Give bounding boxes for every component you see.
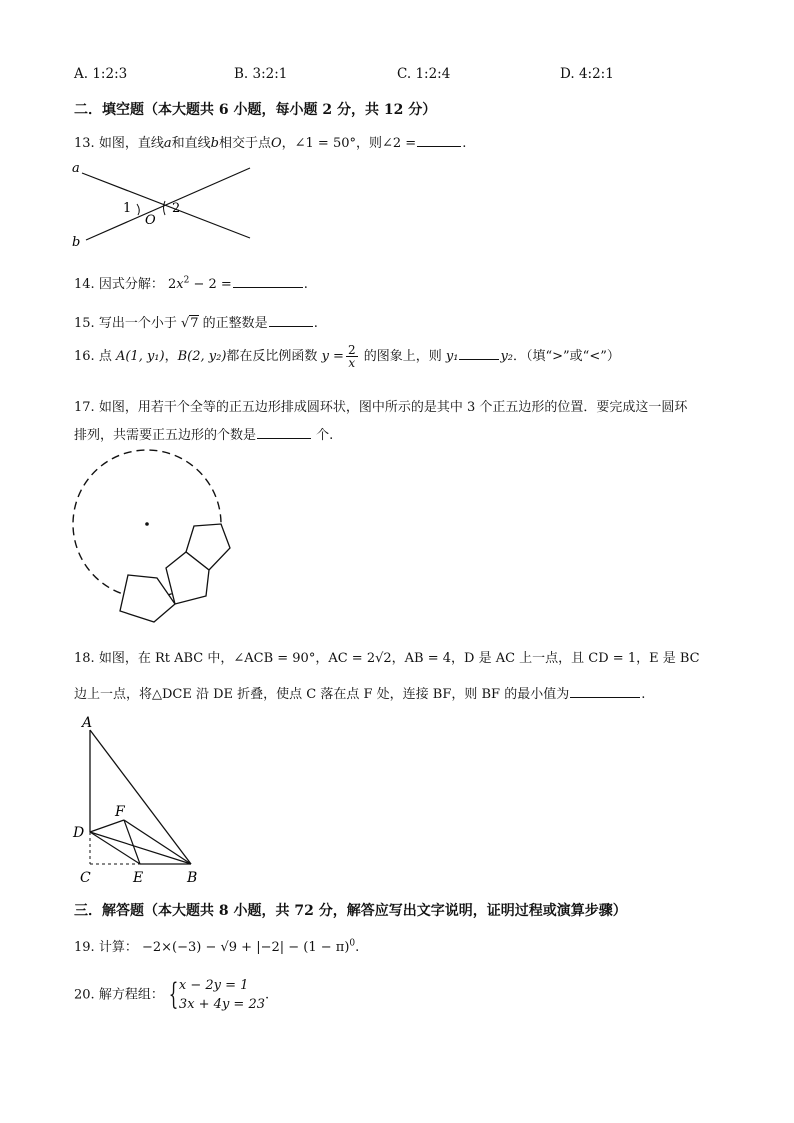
equation-1: x − 2y = 1: [178, 978, 249, 993]
answer-blank-16[interactable]: [459, 348, 499, 360]
figure-17-pentagon-ring: [66, 448, 266, 634]
option-c: C. 1:2:4: [397, 66, 451, 82]
answer-blank-13[interactable]: [417, 135, 461, 147]
answer-blank-14[interactable]: [233, 276, 303, 288]
answer-blank-18[interactable]: [570, 686, 640, 698]
segment-de: [90, 832, 140, 864]
angle-1-arc: [137, 204, 139, 215]
label-o: O: [145, 213, 156, 228]
segment-ab: [90, 730, 191, 864]
option-a: A. 1:2:3: [74, 66, 128, 82]
label-b: B: [187, 870, 198, 886]
section-2-title: 二．填空题（本大题共 6 小题，每小题 2 分，共 12 分）: [74, 102, 437, 118]
question-14: 14. 因式分解： $2x^2 - 2$ = .: [74, 275, 308, 292]
section-3-title: 三．解答题（本大题共 8 小题，共 72 分，解答应写出文字说明，证明过程或演算步骤）: [74, 903, 627, 919]
equation-2: 3x + 4y = 23: [178, 997, 265, 1012]
segment-db: [90, 832, 191, 864]
label-f: F: [115, 804, 125, 820]
segment-df: [90, 820, 124, 832]
label-e: E: [133, 870, 144, 886]
question-18-line-2: 边上一点，将△DCE 沿 DE 折叠，使点 C 落在点 F 处，连接 BF，则 BF 的最小值为 .: [74, 687, 646, 702]
label-a: a: [72, 161, 80, 176]
angle-2-arc: [164, 201, 166, 215]
answer-blank-17[interactable]: [257, 427, 311, 439]
label-2: 2: [172, 201, 181, 216]
figure-18-right-triangle: [70, 712, 210, 888]
question-20: 20. 解方程组： {x − 2y = 1 3x + 4y = 23.: [74, 977, 270, 1012]
question-15: 15. 写出一个小于 √7 的正整数是 .: [74, 316, 318, 331]
label-d: D: [73, 825, 85, 841]
option-b: B. 3:2:1: [234, 66, 288, 82]
pentagon-1: [120, 575, 175, 622]
segment-fb: [124, 820, 191, 864]
question-13: 13. 如图，直线a和直线b相交于点O，∠1 = 50°，则∠2 = .: [74, 136, 467, 151]
line-b: [86, 168, 250, 240]
segment-fe: [124, 820, 140, 864]
option-d: D. 4:2:1: [560, 66, 614, 82]
question-17-line-1: 17. 如图，用若干个全等的正五边形排成圆环状，图中所示的是其中 3 个正五边形的位置．要完成这一圆环: [74, 400, 688, 415]
question-17-line-2: 排列，共需要正五边形的个数是 个.: [74, 428, 334, 443]
answer-blank-15[interactable]: [269, 315, 313, 327]
label-b: b: [72, 235, 81, 250]
label-1: 1: [123, 201, 132, 216]
question-18-line-1: 18. 如图，在 Rt ABC 中，∠ACB = 90°，AC = 2√2，AB = 4，D 是 AC 上一点，且 CD = 1，E 是 BC: [74, 651, 700, 666]
figure-13-intersecting-lines: [68, 158, 258, 250]
question-19: 19. 计算： $-2\times(-3) - √9 + |-2| - (1 - \pi)^0$.: [74, 938, 360, 955]
question-16: 16. 点 A(1, y₁)，B(2, y₂)都在反比例函数 y = $\frac{2}{x}$ 的图象上，则 y₁ y₂．（填“>”或“<”）: [74, 343, 620, 370]
circle-center-dot: [145, 522, 149, 526]
label-a: A: [82, 715, 93, 731]
label-c: C: [80, 870, 91, 886]
